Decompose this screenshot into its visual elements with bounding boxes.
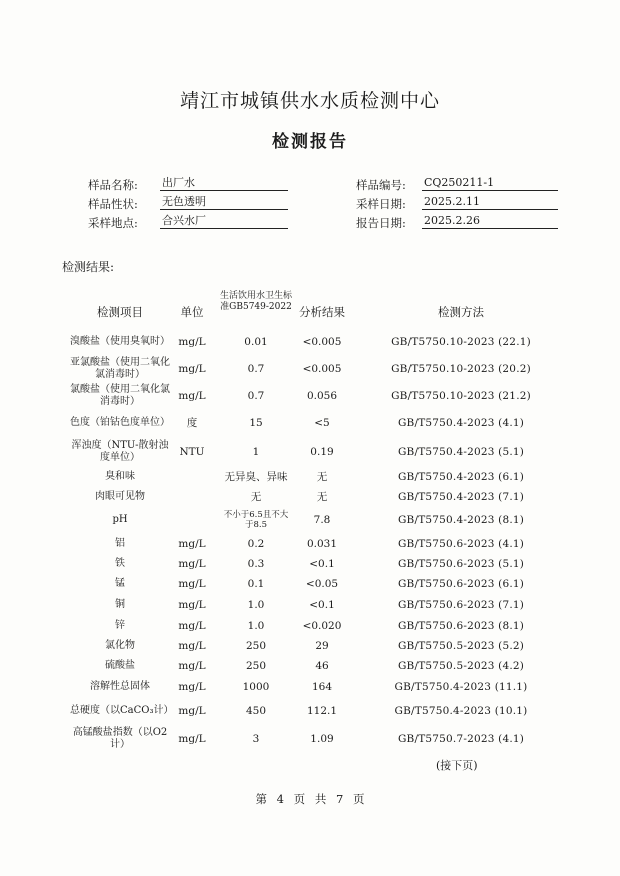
cell-item: 硫酸盐 [105, 660, 135, 671]
cell-result: <0.020 [302, 620, 342, 632]
cell-method: GB/T5750.5-2023 (5.2) [397, 640, 525, 652]
cell-unit: mg/L [178, 363, 206, 375]
cell-unit: mg/L [178, 640, 206, 652]
header-result: 分析结果 [299, 305, 345, 319]
cell-item: 亚氯酸盐（使用二氧化氯消毒时） [70, 357, 170, 380]
cell-item: 浑浊度（NTU-散射浊度单位） [71, 440, 169, 463]
cell-standard: 0.3 [247, 558, 265, 570]
cell-item: pH [112, 514, 128, 525]
cell-method: GB/T5750.4-2023 (7.1) [397, 491, 525, 503]
cell-item: 高锰酸盐指数（以O2计） [72, 727, 168, 750]
cell-method: GB/T5750.4-2023 (8.1) [397, 514, 525, 526]
sample-nature-value: 无色透明 [160, 195, 288, 210]
cell-unit [170, 508, 214, 532]
cell-method: GB/T5750.10-2023 (22.1) [391, 336, 531, 348]
cell-item: 锌 [115, 620, 125, 631]
cell-item: 总硬度（以CaCO₃计） [70, 705, 174, 716]
cell-method: GB/T5750.6-2023 (8.1) [397, 620, 525, 632]
cell-result: 7.8 [313, 514, 331, 526]
header-item: 检测项目 [97, 305, 143, 319]
cell-standard: 无异臭、异味 [224, 471, 288, 483]
cell-unit: mg/L [178, 660, 206, 672]
cell-result: <5 [314, 417, 330, 429]
cell-standard: 0.2 [247, 538, 265, 550]
sample-date-value: 2025.2.11 [422, 195, 558, 210]
sample-location-label: 采样地点: [88, 216, 138, 230]
cell-standard: 1 [252, 446, 260, 458]
cell-method: GB/T5750.4-2023 (11.1) [394, 681, 528, 693]
header-standard: 生活饮用水卫生标准GB5749-2022 [220, 291, 293, 312]
cell-method: GB/T5750.4-2023 (5.1) [397, 446, 525, 458]
cell-unit: mg/L [178, 733, 206, 745]
cell-standard: 0.7 [247, 363, 265, 375]
cell-result: 164 [311, 681, 333, 693]
cell-result: <0.005 [302, 336, 342, 348]
cell-item: 溶解性总固体 [90, 681, 150, 692]
sample-name-label: 样品名称: [88, 178, 138, 192]
cell-unit: mg/L [178, 599, 206, 611]
cell-standard: 0.01 [244, 336, 268, 348]
cell-result: 0.031 [306, 538, 338, 550]
cell-result: 0.19 [310, 446, 334, 458]
cell-standard: 250 [245, 660, 267, 672]
cell-item: 氯化物 [105, 640, 135, 651]
header-unit: 单位 [180, 305, 204, 319]
sample-code-value: CQ250211-1 [422, 176, 558, 191]
cell-standard: 250 [245, 640, 267, 652]
cell-unit: mg/L [178, 681, 206, 693]
cell-method: GB/T5750.10-2023 (21.2) [391, 390, 531, 402]
cell-standard: 1.0 [247, 620, 265, 632]
cell-result: 无 [316, 491, 328, 503]
cell-unit: mg/L [178, 336, 206, 348]
cell-unit: mg/L [178, 620, 206, 632]
cell-method: GB/T5750.4-2023 (6.1) [397, 471, 525, 483]
sample-name-value: 出厂水 [160, 176, 288, 191]
report-date-label: 报告日期: [356, 216, 406, 230]
cell-unit: NTU [179, 446, 205, 458]
cell-result: 1.09 [310, 733, 334, 745]
cell-result: <0.05 [305, 578, 339, 590]
cell-unit: mg/L [178, 558, 206, 570]
cell-unit: 度 [186, 417, 198, 429]
cell-standard: 1.0 [247, 599, 265, 611]
cell-item: 铝 [115, 538, 125, 549]
sample-code-label: 样品编号: [356, 178, 406, 192]
cell-method: GB/T5750.4-2023 (10.1) [394, 705, 528, 717]
cell-result: 0.056 [306, 390, 338, 402]
cell-standard: 0.7 [247, 390, 265, 402]
cell-item: 色度（铂钴色度单位） [70, 417, 170, 428]
cell-method: GB/T5750.6-2023 (4.1) [397, 538, 525, 550]
sample-location-value: 合兴水厂 [160, 214, 288, 229]
header-method: 检测方法 [438, 305, 484, 319]
sample-date-label: 采样日期: [356, 197, 406, 211]
cell-method: GB/T5750.7-2023 (4.1) [397, 733, 525, 745]
cell-method: GB/T5750.6-2023 (7.1) [397, 599, 525, 611]
cell-standard: 不小于6.5且不大于8.5 [223, 510, 289, 530]
cell-unit [170, 485, 214, 509]
sample-nature-label: 样品性状: [88, 197, 138, 211]
cell-result: <0.1 [309, 558, 335, 570]
cell-result: 29 [315, 640, 329, 652]
cell-result: 112.1 [306, 705, 338, 717]
cell-unit: mg/L [178, 390, 206, 402]
cell-result: <0.005 [302, 363, 342, 375]
cell-item: 锰 [115, 578, 125, 589]
organization-name: 靖江市城镇供水水质检测中心 [179, 90, 440, 112]
cell-standard: 3 [252, 733, 260, 745]
cell-result: 46 [315, 660, 329, 672]
cell-method: GB/T5750.4-2023 (4.1) [397, 417, 525, 429]
cell-unit: mg/L [178, 538, 206, 550]
page-footer: 第 4 页 共 7 页 [255, 792, 365, 806]
cell-standard: 15 [249, 417, 263, 429]
cell-result: 无 [316, 471, 328, 483]
report-title: 检测报告 [272, 132, 348, 152]
cell-method: GB/T5750.5-2023 (4.2) [397, 660, 525, 672]
cell-item: 臭和味 [105, 471, 135, 482]
cell-standard: 0.1 [247, 578, 265, 590]
cell-standard: 1000 [242, 681, 270, 693]
cell-method: GB/T5750.6-2023 (6.1) [397, 578, 525, 590]
cell-result: <0.1 [309, 599, 335, 611]
results-label: 检测结果: [62, 260, 115, 274]
report-date-value: 2025.2.26 [422, 214, 558, 229]
continued-note: (接下页) [436, 759, 478, 772]
cell-unit: mg/L [178, 578, 206, 590]
cell-item: 铜 [115, 599, 125, 610]
cell-item: 铁 [115, 558, 125, 569]
cell-method: GB/T5750.6-2023 (5.1) [397, 558, 525, 570]
cell-standard: 无 [250, 491, 262, 503]
cell-item: 肉眼可见物 [95, 491, 145, 502]
cell-item: 氯酸盐（使用二氧化氯消毒时） [70, 384, 170, 407]
cell-standard: 450 [245, 705, 267, 717]
cell-unit: mg/L [178, 705, 206, 717]
cell-item: 溴酸盐（使用臭氧时） [70, 336, 170, 347]
cell-method: GB/T5750.10-2023 (20.2) [391, 363, 531, 375]
